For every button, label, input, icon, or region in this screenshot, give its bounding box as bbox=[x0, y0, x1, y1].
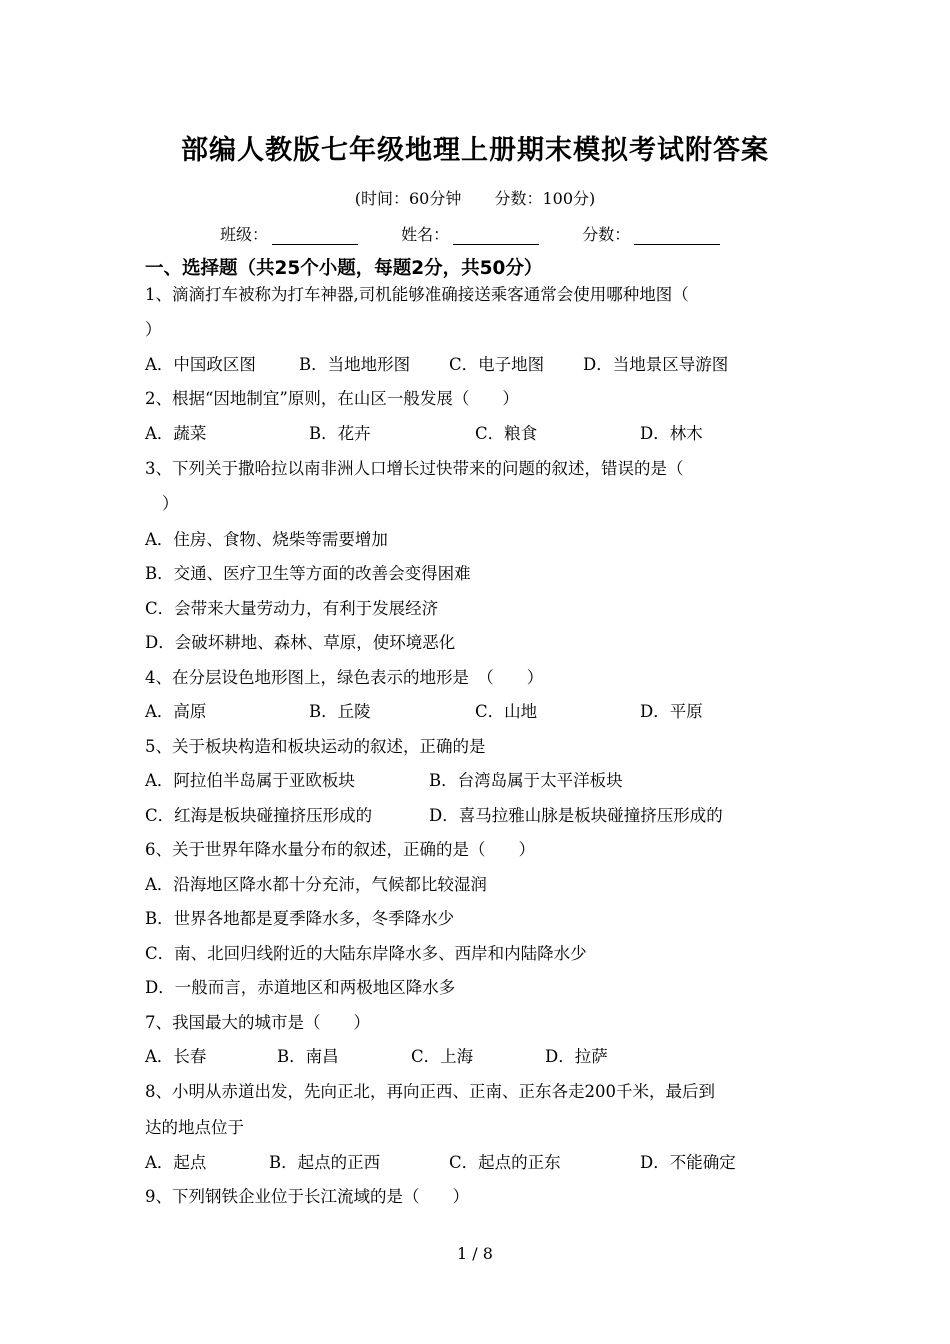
question-4-stem: 4、在分层设色地形图上，绿色表示的地形是 （ ） bbox=[145, 668, 544, 687]
option[interactable]: B．南昌 bbox=[277, 1047, 339, 1066]
option[interactable]: B．花卉 bbox=[309, 424, 371, 443]
page-title: 部编人教版七年级地理上册期末模拟考试附答案 bbox=[181, 135, 769, 166]
option[interactable]: A．长春 bbox=[145, 1047, 207, 1066]
option[interactable]: C．红海是板块碰撞挤压形成的 bbox=[145, 806, 373, 825]
option[interactable]: A．高原 bbox=[145, 702, 207, 721]
score-label: 分数： bbox=[582, 225, 631, 244]
option[interactable]: A．中国政区图 bbox=[145, 355, 256, 374]
name-label: 姓名： bbox=[401, 225, 450, 244]
option[interactable]: A．住房、食物、烧柴等需要增加 bbox=[145, 530, 388, 549]
score-blank[interactable] bbox=[634, 228, 720, 245]
option[interactable]: B．交通、医疗卫生等方面的改善会变得困难 bbox=[145, 564, 471, 583]
question-1-options bbox=[145, 351, 845, 375]
question-1-stem-cont: ） bbox=[145, 320, 162, 339]
option[interactable]: A．沿海地区降水都十分充沛，气候都比较湿润 bbox=[145, 875, 487, 894]
option[interactable]: D．林木 bbox=[640, 424, 703, 443]
question-2-options bbox=[145, 420, 845, 444]
option[interactable]: C．山地 bbox=[475, 702, 538, 721]
question-8-stem-cont: 达的地点位于 bbox=[145, 1118, 244, 1137]
option[interactable]: C．粮食 bbox=[475, 424, 538, 443]
question-4-options bbox=[145, 698, 845, 722]
question-5-options-row2 bbox=[145, 802, 845, 826]
question-8-options bbox=[145, 1149, 845, 1173]
question-1-stem: 1、滴滴打车被称为打车神器,司机能够准确接送乘客通常会使用哪种地图（ bbox=[145, 285, 689, 304]
class-label: 班级： bbox=[220, 225, 269, 244]
question-8-stem: 8、小明从赤道出发，先向正北，再向正西、正南、正东各走200千米，最后到 bbox=[145, 1082, 715, 1101]
option[interactable]: B．丘陵 bbox=[309, 702, 371, 721]
question-2-stem: 2、根据“因地制宜”原则，在山区一般发展（ ） bbox=[145, 389, 519, 408]
section-heading: 一、选择题（共25个小题，每题2分，共50分） bbox=[145, 258, 543, 279]
option[interactable]: B．台湾岛属于太平洋板块 bbox=[429, 771, 623, 790]
option[interactable]: D．会破坏耕地、森林、草原，使环境恶化 bbox=[145, 633, 456, 652]
option[interactable]: A．蔬菜 bbox=[145, 424, 207, 443]
question-7-stem: 7、我国最大的城市是（ ） bbox=[145, 1013, 370, 1032]
question-6-stem: 6、关于世界年降水量分布的叙述，正确的是（ ） bbox=[145, 840, 535, 859]
option[interactable]: C．电子地图 bbox=[449, 355, 545, 374]
option[interactable]: C．起点的正东 bbox=[449, 1153, 561, 1172]
option[interactable]: D．不能确定 bbox=[640, 1153, 736, 1172]
student-info-fields bbox=[220, 222, 758, 245]
exam-meta bbox=[0, 186, 950, 209]
option[interactable]: D．当地景区导游图 bbox=[583, 355, 729, 374]
option[interactable]: A．起点 bbox=[145, 1153, 207, 1172]
question-3-stem-cont: ） bbox=[162, 494, 179, 513]
class-blank[interactable] bbox=[272, 228, 358, 245]
name-blank[interactable] bbox=[453, 228, 539, 245]
question-7-options bbox=[145, 1043, 845, 1067]
question-9-stem: 9、下列钢铁企业位于长江流域的是（ ） bbox=[145, 1187, 469, 1206]
option[interactable]: D．一般而言，赤道地区和两极地区降水多 bbox=[145, 978, 456, 997]
class-field[interactable] bbox=[220, 222, 358, 245]
time-limit: (时间：60分钟 bbox=[354, 189, 462, 208]
page-number: 1 / 8 bbox=[457, 1244, 493, 1263]
option[interactable]: B．世界各地都是夏季降水多，冬季降水少 bbox=[145, 909, 455, 928]
option[interactable]: C．南、北回归线附近的大陆东岸降水多、西岸和内陆降水少 bbox=[145, 944, 587, 963]
option[interactable]: B．起点的正西 bbox=[269, 1153, 381, 1172]
option[interactable]: D．喜马拉雅山脉是板块碰撞挤压形成的 bbox=[429, 806, 723, 825]
option[interactable]: B．当地地形图 bbox=[299, 355, 411, 374]
question-3-stem: 3、下列关于撒哈拉以南非洲人口增长过快带来的问题的叙述，错误的是（ bbox=[145, 459, 684, 478]
option[interactable]: D．拉萨 bbox=[545, 1047, 608, 1066]
option[interactable]: D．平原 bbox=[640, 702, 703, 721]
question-5-stem: 5、关于板块构造和板块运动的叙述，正确的是 bbox=[145, 737, 486, 756]
total-score: 分数：100分) bbox=[494, 189, 596, 208]
name-field[interactable] bbox=[401, 222, 539, 245]
option[interactable]: A．阿拉伯半岛属于亚欧板块 bbox=[145, 771, 355, 790]
option[interactable]: C．上海 bbox=[411, 1047, 474, 1066]
option[interactable]: C．会带来大量劳动力，有利于发展经济 bbox=[145, 599, 439, 618]
score-field[interactable] bbox=[582, 222, 720, 245]
question-5-options-row1 bbox=[145, 767, 845, 791]
